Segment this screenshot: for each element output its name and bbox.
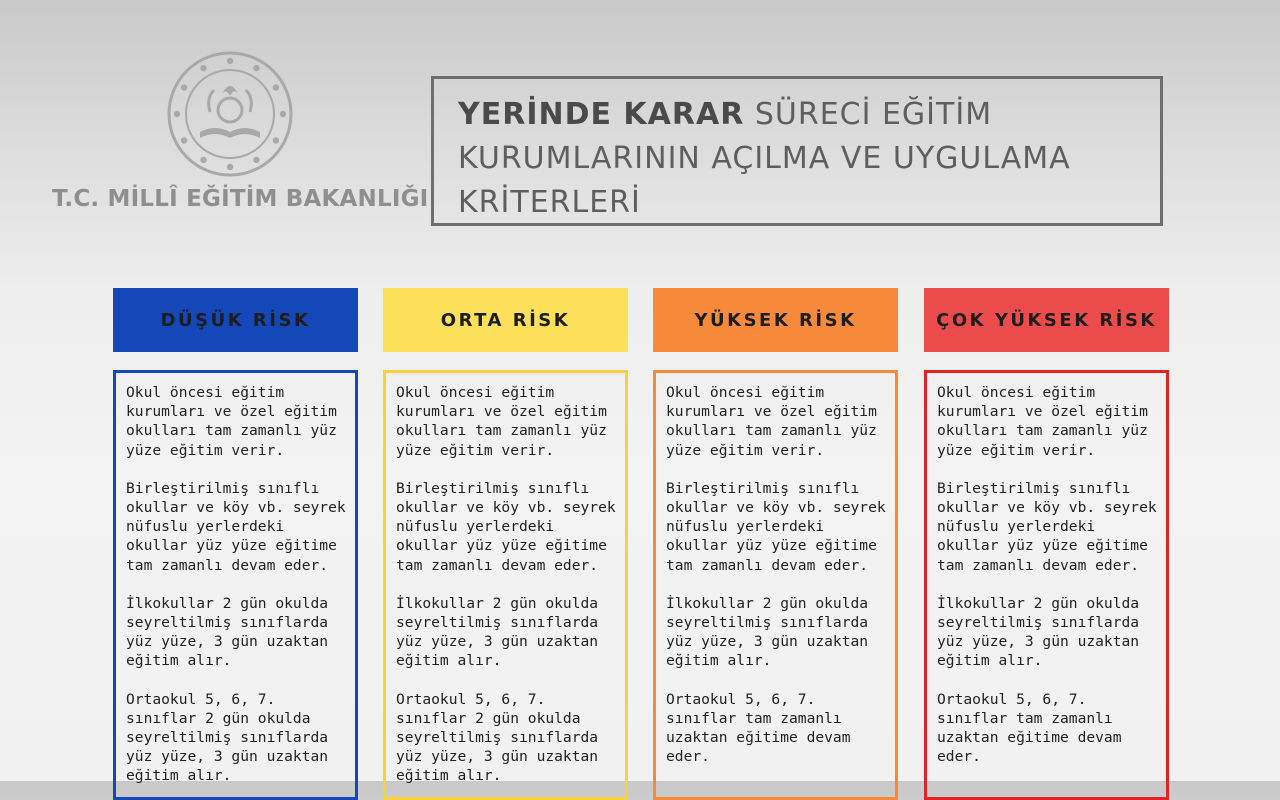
criteria-paragraph: Ortaokul 5, 6, 7. sınıflar 2 gün okulda seyreltilmiş sınıflarda yüz yüze, 3 gün uzaktan eğitim alır.: [126, 690, 329, 785]
criteria-paragraph: Okul öncesi eğitim kurumları ve özel eğitim okulları tam zamanlı yüz yüze eğitim verir.: [396, 384, 607, 459]
title-line3: KRİTERLERİ: [458, 185, 641, 220]
criteria-paragraph: Birleştirilmiş sınıflı okullar ve köy vb. seyrek nüfuslu yerlerdeki okullar yüz yüze eğitime tam zamanlı devam eder.: [396, 479, 616, 574]
ministry-emblem-icon: [166, 50, 294, 178]
criteria-paragraph: Ortaokul 5, 6, 7. sınıflar tam zamanlı uzaktan eğitime devam eder.: [666, 690, 851, 766]
criteria-paragraph: İlkokullar 2 gün okulda seyreltilmiş sınıflarda yüz yüze, 3 gün uzaktan eğitim alır.: [937, 594, 1140, 670]
very-high-risk-criteria: [924, 370, 1169, 800]
header-low-risk: DÜŞÜK RİSK: [113, 288, 358, 352]
title-line1-rest: SÜRECİ EĞİTİM: [744, 97, 993, 132]
header-high-risk: YÜKSEK RİSK: [653, 288, 898, 352]
ministry-name: T.C. MİLLÎ EĞİTİM BAKANLIĞI: [52, 186, 429, 212]
medium-risk-criteria: [383, 370, 628, 800]
criteria-paragraph: İlkokullar 2 gün okulda seyreltilmiş sınıflarda yüz yüze, 3 gün uzaktan eğitim alır.: [666, 594, 869, 670]
criteria-paragraph: Birleştirilmiş sınıflı okullar ve köy vb. seyrek nüfuslu yerlerdeki okullar yüz yüze eğitime tam zamanlı devam eder.: [666, 479, 886, 574]
criteria-paragraph: İlkokullar 2 gün okulda seyreltilmiş sınıflarda yüz yüze, 3 gün uzaktan eğitim alır.: [126, 594, 329, 670]
criteria-paragraph: Birleştirilmiş sınıflı okullar ve köy vb. seyrek nüfuslu yerlerdeki okullar yüz yüze eğitime tam zamanlı devam eder.: [126, 479, 346, 574]
low-risk-criteria: [113, 370, 358, 800]
criteria-paragraph: Okul öncesi eğitim kurumları ve özel eğitim okulları tam zamanlı yüz yüze eğitim verir.: [937, 384, 1148, 459]
criteria-paragraph: İlkokullar 2 gün okulda seyreltilmiş sınıflarda yüz yüze, 3 gün uzaktan eğitim alır.: [396, 594, 599, 670]
page-title: [431, 76, 1163, 226]
criteria-paragraph: Okul öncesi eğitim kurumları ve özel eğitim okulları tam zamanlı yüz yüze eğitim verir.: [666, 384, 877, 459]
header-medium-risk: ORTA RİSK: [383, 288, 628, 352]
criteria-paragraph: Okul öncesi eğitim kurumları ve özel eğitim okulları tam zamanlı yüz yüze eğitim verir.: [126, 384, 337, 459]
criteria-paragraph: Ortaokul 5, 6, 7. sınıflar 2 gün okulda seyreltilmiş sınıflarda yüz yüze, 3 gün uzaktan eğitim alır.: [396, 690, 599, 785]
criteria-paragraph: Ortaokul 5, 6, 7. sınıflar tam zamanlı uzaktan eğitime devam eder.: [937, 690, 1122, 766]
criteria-paragraph: Birleştirilmiş sınıflı okullar ve köy vb. seyrek nüfuslu yerlerdeki okullar yüz yüze eğitime tam zamanlı devam eder.: [937, 479, 1157, 574]
title-bold: YERİNDE KARAR: [458, 97, 745, 132]
header-very-high-risk: ÇOK YÜKSEK RİSK: [924, 288, 1169, 352]
high-risk-criteria: [653, 370, 898, 800]
title-line2: KURUMLARININ AÇILMA VE UYGULAMA: [458, 141, 1071, 176]
